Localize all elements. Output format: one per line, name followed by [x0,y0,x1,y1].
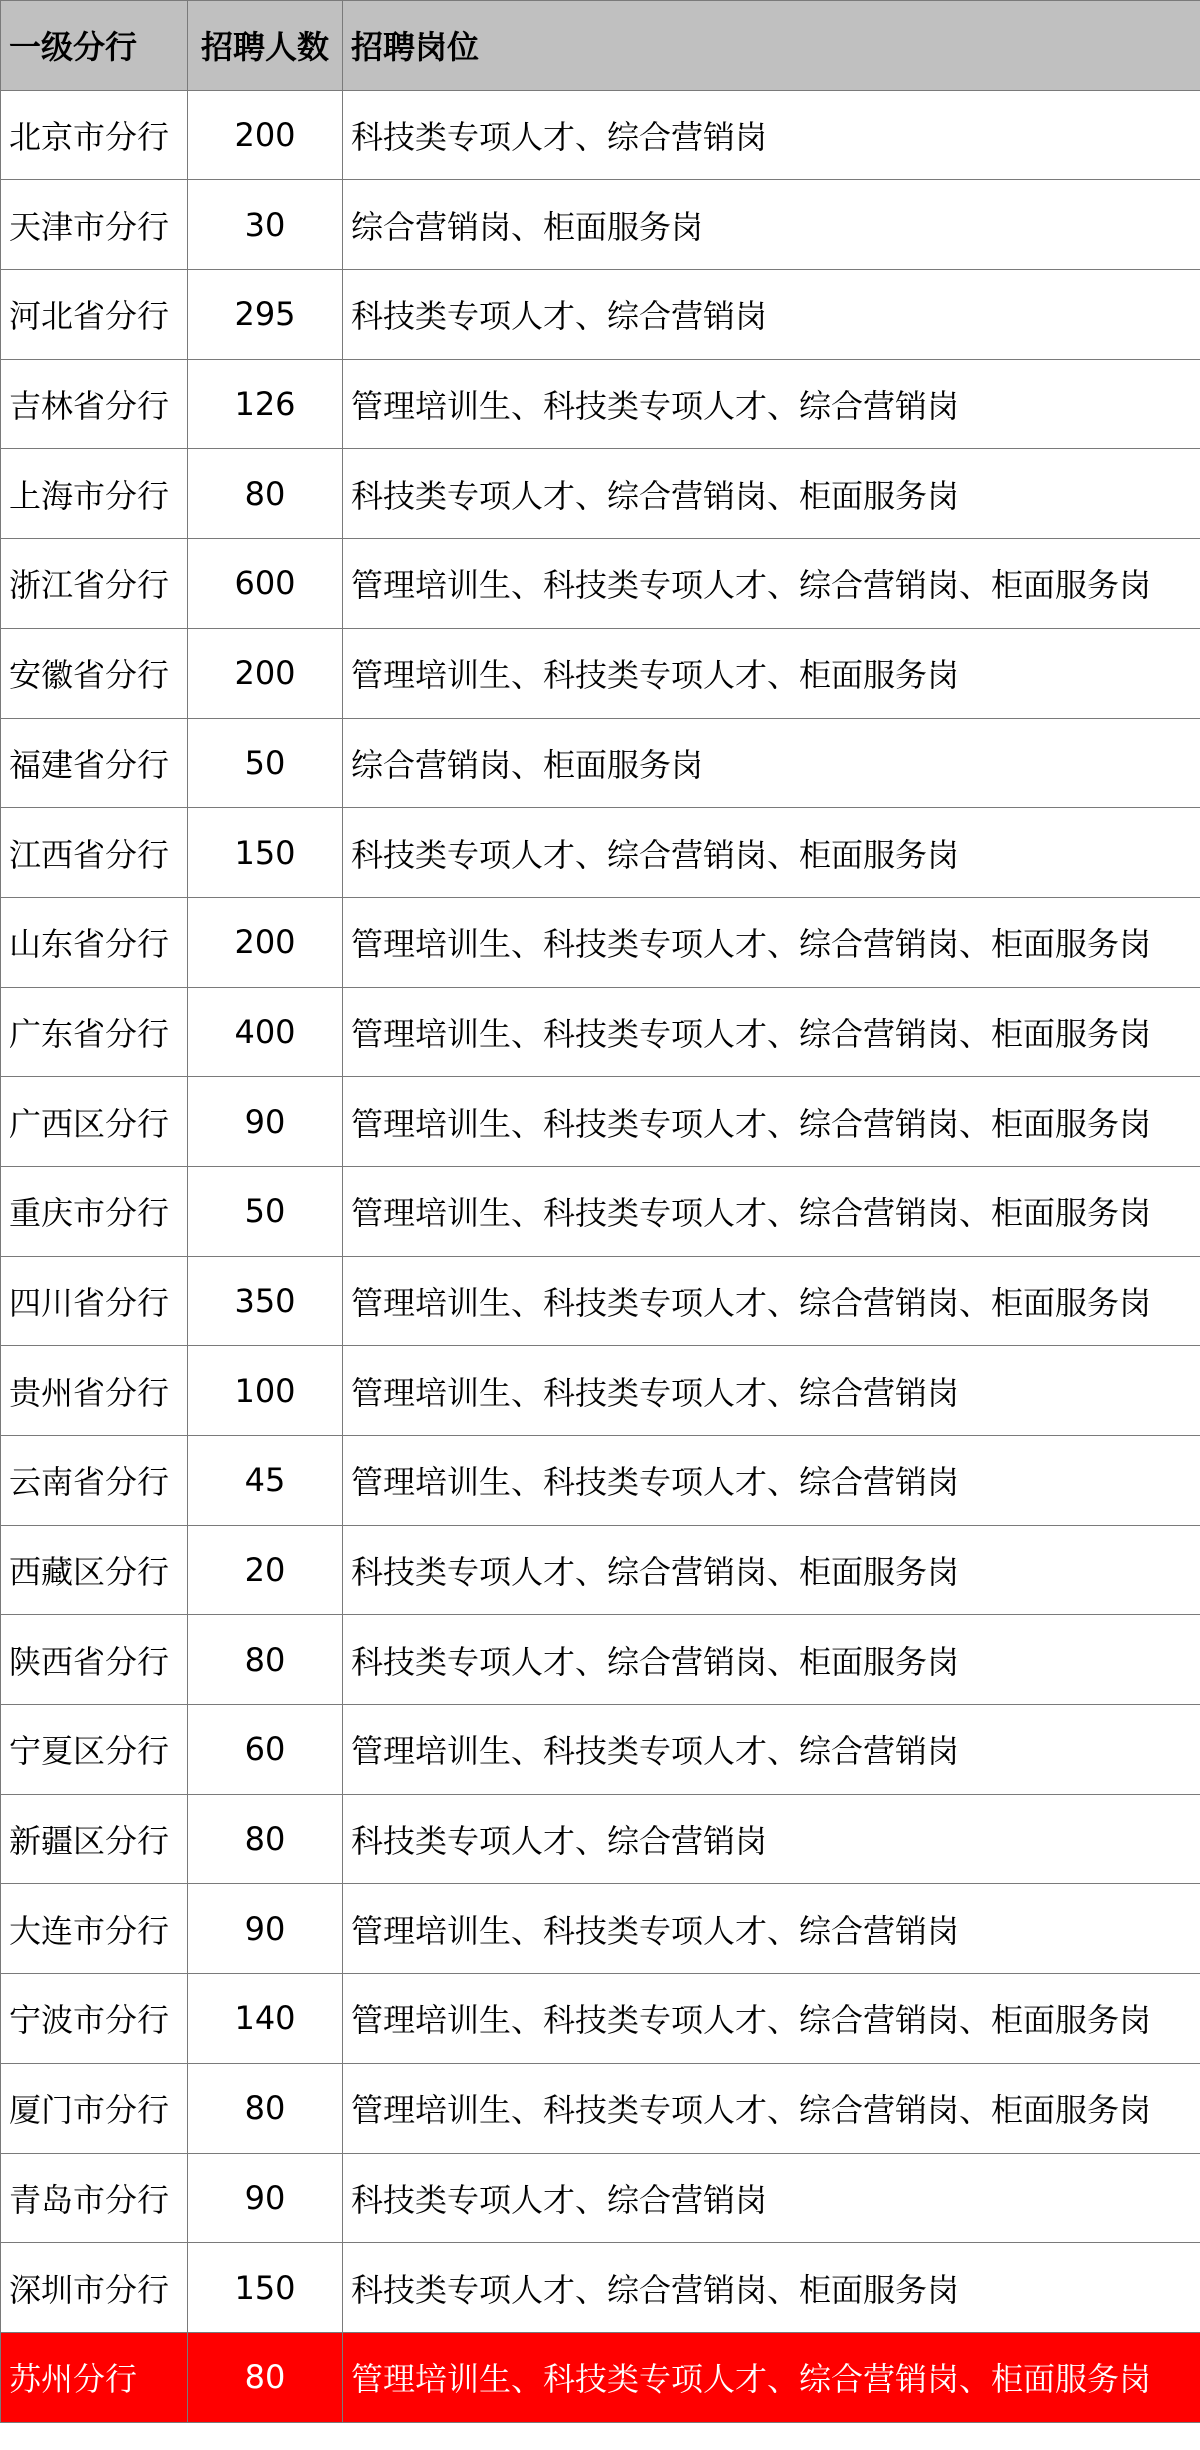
positions-cell: 管理培训生、科技类专项人才、综合营销岗、柜面服务岗 [343,1077,1200,1167]
branch-cell: 河北省分行 [1,270,188,360]
table-row [1,539,1200,629]
count-cell: 80 [188,2332,343,2422]
table-row [1,808,1200,898]
positions-cell: 科技类专项人才、综合营销岗 [343,90,1200,180]
count-cell: 60 [188,1705,343,1795]
branch-cell: 上海市分行 [1,449,188,539]
table-row [1,628,1200,718]
positions-cell: 管理培训生、科技类专项人才、综合营销岗、柜面服务岗 [343,1974,1200,2064]
branch-cell: 宁波市分行 [1,1974,188,2064]
count-cell: 600 [188,539,343,629]
count-cell: 50 [188,1166,343,1256]
count-cell: 140 [188,1974,343,2064]
count-cell: 100 [188,1346,343,1436]
table-row [1,1705,1200,1795]
count-cell: 126 [188,359,343,449]
count-cell: 200 [188,897,343,987]
table-row [1,718,1200,808]
table-row [1,1346,1200,1436]
table-row [1,359,1200,449]
positions-cell: 科技类专项人才、综合营销岗 [343,1794,1200,1884]
table-row [1,1974,1200,2064]
header-count: 招聘人数 [188,1,343,91]
table-row [1,1436,1200,1526]
positions-cell: 管理培训生、科技类专项人才、综合营销岗、柜面服务岗 [343,2063,1200,2153]
positions-cell: 科技类专项人才、综合营销岗、柜面服务岗 [343,1615,1200,1705]
positions-cell: 综合营销岗、柜面服务岗 [343,718,1200,808]
branch-cell: 宁夏区分行 [1,1705,188,1795]
count-cell: 80 [188,2063,343,2153]
branch-cell: 新疆区分行 [1,1794,188,1884]
positions-cell: 管理培训生、科技类专项人才、综合营销岗、柜面服务岗 [343,1166,1200,1256]
positions-cell: 科技类专项人才、综合营销岗、柜面服务岗 [343,1525,1200,1615]
count-cell: 90 [188,1077,343,1167]
count-cell: 150 [188,808,343,898]
branch-cell: 青岛市分行 [1,2153,188,2243]
branch-cell: 西藏区分行 [1,1525,188,1615]
table-row [1,1615,1200,1705]
branch-cell: 吉林省分行 [1,359,188,449]
table-row [1,90,1200,180]
branch-cell: 安徽省分行 [1,628,188,718]
positions-cell: 管理培训生、科技类专项人才、综合营销岗、柜面服务岗 [343,897,1200,987]
table-row [1,2332,1200,2422]
positions-cell: 管理培训生、科技类专项人才、综合营销岗、柜面服务岗 [343,2332,1200,2422]
branch-cell: 重庆市分行 [1,1166,188,1256]
positions-cell: 管理培训生、科技类专项人才、综合营销岗、柜面服务岗 [343,1256,1200,1346]
positions-cell: 科技类专项人才、综合营销岗 [343,270,1200,360]
branch-cell: 广东省分行 [1,987,188,1077]
positions-cell: 科技类专项人才、综合营销岗、柜面服务岗 [343,808,1200,898]
table-body [1,90,1200,2422]
count-cell: 80 [188,1794,343,1884]
table-row [1,1256,1200,1346]
table-row [1,180,1200,270]
table-row [1,1166,1200,1256]
count-cell: 150 [188,2243,343,2333]
positions-cell: 管理培训生、科技类专项人才、综合营销岗 [343,1884,1200,1974]
count-cell: 30 [188,180,343,270]
branch-cell: 浙江省分行 [1,539,188,629]
count-cell: 50 [188,718,343,808]
table-row [1,897,1200,987]
count-cell: 80 [188,1615,343,1705]
positions-cell: 科技类专项人才、综合营销岗 [343,2153,1200,2243]
positions-cell: 综合营销岗、柜面服务岗 [343,180,1200,270]
header-branch: 一级分行 [1,1,188,91]
branch-cell: 山东省分行 [1,897,188,987]
count-cell: 350 [188,1256,343,1346]
branch-cell: 深圳市分行 [1,2243,188,2333]
branch-cell: 北京市分行 [1,90,188,180]
table-row [1,2153,1200,2243]
table-header-row [1,1,1200,91]
branch-cell: 四川省分行 [1,1256,188,1346]
table-row [1,1525,1200,1615]
branch-cell: 江西省分行 [1,808,188,898]
positions-cell: 管理培训生、科技类专项人才、综合营销岗、柜面服务岗 [343,987,1200,1077]
positions-cell: 管理培训生、科技类专项人才、综合营销岗 [343,359,1200,449]
table-row [1,987,1200,1077]
table-row [1,270,1200,360]
count-cell: 200 [188,628,343,718]
branch-cell: 苏州分行 [1,2332,188,2422]
count-cell: 90 [188,2153,343,2243]
count-cell: 400 [188,987,343,1077]
header-positions: 招聘岗位 [343,1,1200,91]
count-cell: 80 [188,449,343,539]
table-row [1,449,1200,539]
count-cell: 90 [188,1884,343,1974]
branch-cell: 大连市分行 [1,1884,188,1974]
count-cell: 200 [188,90,343,180]
positions-cell: 管理培训生、科技类专项人才、综合营销岗 [343,1436,1200,1526]
count-cell: 45 [188,1436,343,1526]
positions-cell: 管理培训生、科技类专项人才、柜面服务岗 [343,628,1200,718]
positions-cell: 科技类专项人才、综合营销岗、柜面服务岗 [343,449,1200,539]
table-row [1,1884,1200,1974]
positions-cell: 科技类专项人才、综合营销岗、柜面服务岗 [343,2243,1200,2333]
branch-cell: 厦门市分行 [1,2063,188,2153]
positions-cell: 管理培训生、科技类专项人才、综合营销岗 [343,1705,1200,1795]
count-cell: 295 [188,270,343,360]
table-row [1,2063,1200,2153]
count-cell: 20 [188,1525,343,1615]
branch-cell: 天津市分行 [1,180,188,270]
branch-cell: 陕西省分行 [1,1615,188,1705]
branch-cell: 广西区分行 [1,1077,188,1167]
table-row [1,1077,1200,1167]
positions-cell: 管理培训生、科技类专项人才、综合营销岗、柜面服务岗 [343,539,1200,629]
branch-cell: 云南省分行 [1,1436,188,1526]
table-row [1,1794,1200,1884]
branch-cell: 福建省分行 [1,718,188,808]
table-row [1,2243,1200,2333]
positions-cell: 管理培训生、科技类专项人才、综合营销岗 [343,1346,1200,1436]
branch-cell: 贵州省分行 [1,1346,188,1436]
